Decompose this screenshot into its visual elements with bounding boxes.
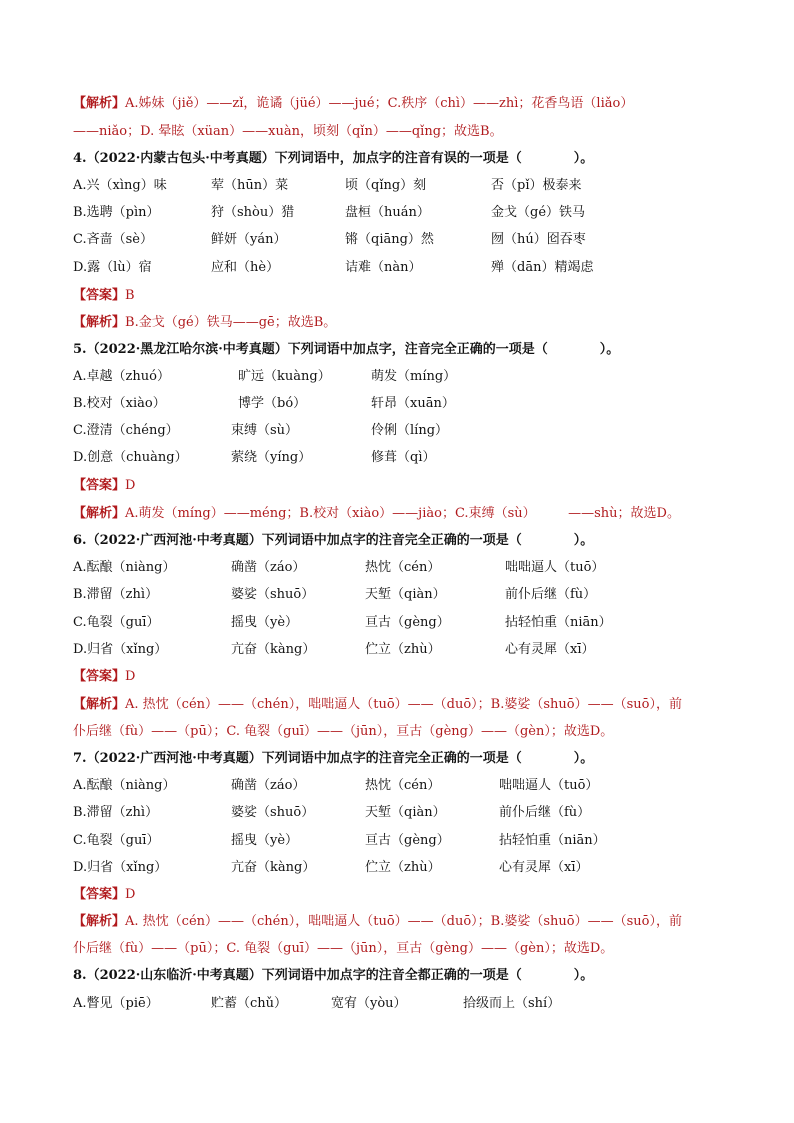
q7-title: 7.（2022·广西河池·中考真题）下列词语中加点字的注音完全正确的一项是（ ）。	[73, 751, 594, 766]
q6-answer: 【答案】D	[73, 669, 136, 684]
q4-analysis: 【解析】B.金戈（gé）铁马——gē；故选B。	[73, 315, 337, 330]
q7-analysis-line2: 仆后继（fù）——（pū）；C. 龟裂（guī）——（jūn），亘古（gèng）——（gèn）；故选D。	[73, 941, 614, 956]
q7-analysis-line1: 【解析】A. 热忱（cén）——（chén），咄咄逼人（tuō）——（duō）；B.婆娑（shuō）——（suō），前	[73, 914, 682, 929]
q5-title: 5.（2022·黑龙江哈尔滨·中考真题）下列词语中加点字，注音完全正确的一项是（ ）。	[73, 342, 620, 357]
q5-analysis: 【解析】A.萌发（míng）——méng；B.校对（xiào）——jiào；C.束缚（sù） ——shù；故选D。	[73, 506, 680, 521]
analysis-tag: 【解析】	[73, 96, 126, 111]
q6-analysis-line1: 【解析】A. 热忱（cén）——（chén），咄咄逼人（tuō）——（duō）；B.婆娑（shuō）——（suō），前	[73, 697, 682, 712]
q3-analysis-line2: ——niǎo；D. 晕眩（xüan）——xuàn，顷刻（qǐn）——qǐng；故选B。	[73, 124, 503, 139]
q6-title: 6.（2022·广西河池·中考真题）下列词语中加点字的注音完全正确的一项是（ ）。	[73, 533, 594, 548]
q4-title: 4.（2022·内蒙古包头·中考真题）下列词语中，加点字的注音有误的一项是（ ）。	[73, 151, 594, 166]
q5-answer: 【答案】D	[73, 478, 136, 493]
q3-analysis-line1: 【解析】A.姊妹（jiě）——zǐ，诡谲（jüé）——jué；C.秩序（chì）——zhì；花香鸟语（liǎo）	[73, 96, 634, 111]
q6-analysis-line2: 仆后继（fù）——（pū）；C. 龟裂（guī）——（jūn），亘古（gèng）——（gèn）；故选D。	[73, 724, 614, 739]
q8-title: 8.（2022·山东临沂·中考真题）下列词语中加点字的注音全都正确的一项是（ ）。	[73, 968, 594, 983]
q7-answer: 【答案】D	[73, 887, 136, 902]
q4-answer: 【答案】B	[73, 288, 135, 303]
